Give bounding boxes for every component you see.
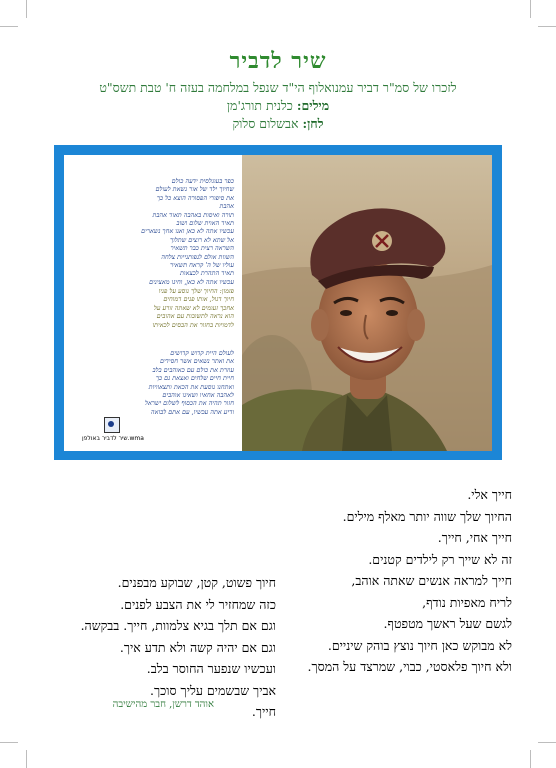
lyrics-credit bbox=[0, 98, 556, 114]
lyrics-line: חיוך דגול, אותו פנים דמוחים bbox=[163, 295, 234, 304]
memorial-card bbox=[64, 155, 492, 451]
crop-mark bbox=[530, 0, 531, 18]
crop-mark bbox=[26, 0, 27, 18]
crop-mark bbox=[538, 742, 556, 743]
lyrics-line: תורה ואיסות באהבה תאוד אהבת bbox=[152, 210, 234, 219]
crop-mark bbox=[0, 26, 18, 27]
crop-mark bbox=[538, 26, 556, 27]
crop-mark bbox=[530, 750, 531, 768]
lyrics-panel bbox=[64, 155, 242, 451]
lyrics-credit-name: כלנית תורג'מן bbox=[226, 98, 293, 113]
poem-line: ולא חיוך פלאסטי, כבוי, שמרצד על המסך. bbox=[307, 659, 512, 674]
lyrics-line: את ואתר נשאים אשר חסידים bbox=[159, 357, 234, 366]
audio-file-icon bbox=[104, 417, 120, 433]
poem-line: לריח מאפיות נודף, bbox=[422, 594, 512, 610]
lyrics-line: עכשיו אתה לא כאן, וחינו מאצינים bbox=[149, 277, 234, 286]
portrait-illustration bbox=[242, 155, 492, 451]
poem-line: חייך אחי, חייך. bbox=[437, 530, 512, 545]
music-credit-label: לחן: bbox=[302, 116, 324, 131]
audio-file-link[interactable] bbox=[82, 417, 142, 449]
lyrics-line: תאיד התהרת לכצאות bbox=[179, 269, 234, 278]
lyrics-line: את סיפורי הפסורה הוצא כל כך bbox=[156, 193, 234, 202]
poem-line: וגם אם יהיה קשה ולא תדע איך. bbox=[119, 639, 276, 655]
lyrics-line: עוליו של ה' קראח תשאיר bbox=[170, 261, 234, 270]
lyrics-line: שחיוך ילד של אור נשאת לעולם bbox=[155, 185, 234, 194]
poem-column-right bbox=[280, 484, 512, 678]
lyrics-credit-label: מילים: bbox=[296, 98, 330, 113]
lyrics-line: לעולם היית קדוש קדושים bbox=[170, 349, 234, 357]
poem-line: וגם אם תלך בגיא צלמוות, חייך. בבקשה. bbox=[80, 618, 276, 633]
portrait-photo bbox=[242, 155, 492, 451]
lyrics-line: עוזרת את כולם עם כאוהבים בלב bbox=[152, 365, 234, 374]
poem-line: כזה שמחזיר לי את הצבע לפנים. bbox=[120, 596, 276, 612]
poem-line: חייך אלי. bbox=[467, 487, 512, 502]
lyrics-line: ודיע אתה עכשיו, עם אתם לבואה bbox=[150, 407, 234, 416]
music-credit bbox=[0, 116, 556, 132]
beret-badge-icon bbox=[372, 231, 392, 251]
lyrics-line: פזמון: החיוך שלך נוסע על פניו bbox=[158, 287, 234, 295]
lyrics-line: תאיד האוית שלום ושוב bbox=[176, 219, 234, 228]
crop-mark bbox=[0, 742, 18, 743]
crop-mark bbox=[26, 750, 27, 768]
lyrics-line: אל שתא לא רוצים שתלוך bbox=[169, 235, 234, 244]
poem-line: חייך. bbox=[251, 704, 276, 719]
poem-line: לגשם שעל ראשך מטפטף. bbox=[383, 616, 512, 631]
lyrics-verse-2 bbox=[58, 349, 242, 416]
lyrics-line: עכשיו אתה לא כאן ואנו אחך נשארים bbox=[141, 227, 234, 236]
poem-line: החיוך שלך שווה יותר מאלף מילים. bbox=[342, 508, 512, 524]
lyrics-line: השוות אולם לנפותנייות צלחה bbox=[161, 252, 234, 261]
lyrics-chorus bbox=[58, 287, 242, 329]
music-credit-name: אבשלום סלוק bbox=[232, 116, 299, 131]
lyrics-line: לאהבה אחאיו ושאינו אוהבים bbox=[162, 391, 234, 400]
page-title: שיר לדביר bbox=[229, 48, 327, 74]
memorial-card-frame bbox=[54, 145, 502, 460]
author-signature: אוהד דרשן, חבר מהישיבה bbox=[112, 699, 214, 710]
poem-line: חיוך פשוט, קטן, שבוקע מבפנים. bbox=[117, 575, 276, 590]
lyrics-line: חזור תהיה את הכסוף לשלום ישראל bbox=[144, 399, 234, 408]
audio-file-label: שיר לדביר באולפן.wma bbox=[82, 435, 144, 442]
lyrics-verse-1 bbox=[58, 177, 242, 286]
lyrics-line: הוא נראה לתשובות עם אהובים bbox=[156, 312, 234, 321]
lyrics-line: ואתחנו נוסעת את הכאת ותצאוויות bbox=[148, 382, 234, 391]
page-subtitle: לזכרו של סמ"ר דביר עמנואלוף הי"ד שנפל במלחמה בעזה ח' טבת תשס"ט bbox=[99, 80, 457, 95]
lyrics-line: חיית חיים שלחים ואצאת גם כך bbox=[155, 374, 234, 383]
lyrics-line: השראה רצית כבר תשאיר bbox=[170, 244, 234, 253]
poem-line: זה לא שייך רק לילדים קטנים. bbox=[368, 551, 512, 567]
poem-line: אביך שבשמים עליך סוכך. bbox=[150, 682, 276, 698]
lyrics-line: אחכך זעומים לא שאתה זורע על bbox=[153, 303, 234, 312]
poem-line: חייך למראה אנשים שאתה אוהב, bbox=[351, 573, 512, 588]
lyrics-line: לדמויות בחזור את הבסים לכאיתו bbox=[152, 320, 234, 329]
lyrics-line: אהבת bbox=[219, 202, 234, 211]
poem-line: לא מבוקש כאן חיוך נוצץ בוהק שיניים. bbox=[327, 637, 512, 653]
lyrics-line: כפר בעוגלסית ידעה כולם bbox=[171, 177, 234, 185]
poem-line: ועכשיו שנפער החוסר בלב. bbox=[146, 661, 276, 676]
